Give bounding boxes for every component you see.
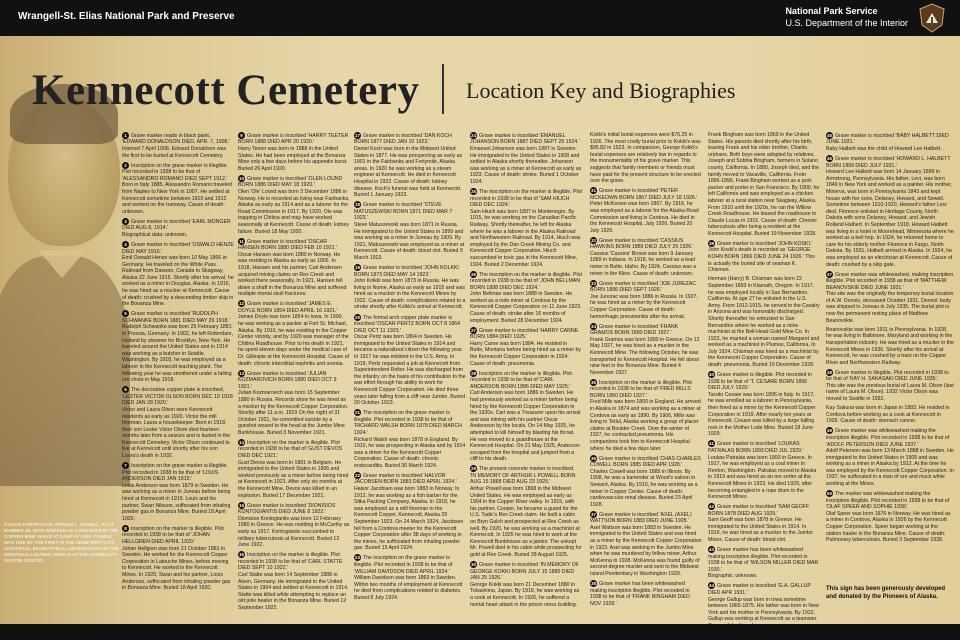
marker-inscription: The marker was whitewashed making the inscription illegible. Plot recorded in 1938 to be that of 'OLAF SPEER AND SOPHIE 1938.'	[826, 491, 950, 511]
plot-number: 22	[354, 472, 360, 478]
marker-inscription: Grave marker is inscribed 'JAMES E. DOYLE BORN 1854 DIED APRIL 16 1921.'	[238, 301, 338, 314]
marker-text	[354, 314, 466, 335]
bio-entry	[354, 201, 466, 261]
bio-entry	[826, 327, 954, 367]
plot-number: 36	[590, 455, 596, 461]
bio-entry	[238, 439, 350, 499]
marker-inscription: Grave marker is inscribed 'STEVE MATUSZEWSKI BORN 1871 DIED MAR 7 1923.'	[354, 202, 453, 222]
bio-entry	[354, 409, 466, 469]
plot-number: 44	[708, 583, 714, 589]
bio-entry	[708, 582, 820, 629]
bio-entry	[826, 427, 954, 487]
biography-text: Frank Gramos was born 1890 in Greece. On 12 May 1927, he was hired as a mucker in the Kennecott Mine. The following October, he was transported to Kennecott Hospital. He fell about nine feet in the Bonanza Mine. Buried 4 November 1927.	[590, 336, 700, 376]
bio-entry	[590, 132, 702, 185]
bio-entry	[590, 237, 702, 277]
biography-text: Olaf Speer was born 1876 in Norway. He was hired as a miner in Cordova, Alaska in 1926 by the Kennecott Copper Corporation. Speer began working at the station hauler in the Bonanza Mine. Cause of death: Pulmonary tuberculosis. Buried 3 September 1938.	[826, 510, 951, 544]
agency-name: National Park Service	[785, 6, 878, 16]
bio-entry	[590, 455, 702, 509]
marker-inscription: Grave marker is inscribed 'JULIAN KOZMAROVICH BORN 1880 DIED OCT 9 1921.'	[238, 370, 337, 390]
bio-entry	[708, 440, 820, 500]
bio-entry	[354, 554, 466, 601]
plot-number: 37	[590, 511, 596, 517]
biography-text: Sam Geoff was born 1878 in Greece. He immigrated to the United States in 1914. In 1919, he was hired as a mucker in the Jumbo Mines. Cause of death: blood clot.	[708, 517, 813, 544]
marker-inscription: The inscription on the marker is illegible. Plot recorded in 1938 to be that of 'SAM HIUCH DIED DEC 1924.'	[470, 189, 582, 209]
biography-text: John Kolkki was born 1873 in Russia. He was living in Nome, Alaska as early as 1915 and was hired as a mucker in the Kennecott Mines by 1922. Cause of death: complications related to a stroke shortly after Kolkki's arrival at Kennecott.	[354, 278, 466, 311]
marker-text	[826, 427, 954, 448]
plot-number: 33	[590, 280, 596, 286]
plot-number: 3	[122, 218, 129, 225]
bio-entry	[470, 370, 582, 463]
plot-number: 4	[122, 241, 129, 248]
biography-text: Biographic: unknown.	[708, 573, 758, 580]
plot-number: 45	[826, 133, 832, 138]
portrait-body	[0, 256, 130, 486]
marker-text	[590, 580, 702, 607]
biography-text: Beanovskie was born 1911 in Pennsylvania. In 1928, he was living in Baltimore, Maryland and working in the transportation industry. He was hired as a mucker in the Kennecott Mines in 1936. Shortly after his arrival at Kennecott, he was crushed by a tram on the Copper River and Northwestern Railway.	[826, 326, 954, 366]
marker-inscription: Grave marker reads in black paint, 'EDWARD DONALDSON DIED, APR. 7, 1908.'	[122, 132, 230, 146]
marker-inscription: Grave marker is inscribed 'CASSIUS HAWKINS BORN 1889 DIED JULY 29 1926.'	[590, 237, 694, 251]
bio-entry	[238, 132, 350, 172]
marker-text	[708, 440, 820, 454]
marker-inscription: Grave marker is inscribed 'G.A. GALLUP DIED APR 1931.'	[708, 583, 811, 596]
bio-entry	[708, 371, 820, 438]
plot-number: 40	[708, 372, 714, 378]
bio-entry	[826, 132, 954, 153]
biography-text: Julian Kozmarovich was born 15 September 1880 in Russia. Records show he was hired as a mucker by the Kennecott Copper Corporation. Shortly after 11 a.m. 1919 On the night of 31 October 1921, he committed suicide by a gunshot wound to the head at the Jumbo Mine Bunkhouse. Buried 3 November 1921.	[238, 390, 349, 436]
biography-text: This site was the originally the temporary burial location of A.W. Dennis, deceased October 1931. Dennis' body was shipped to Juneau in July 1935. The burial plot is now the permanent resting place of Matthew Beanovskie.	[826, 291, 954, 324]
bio-entry	[826, 490, 954, 544]
plot-number: 15	[238, 502, 244, 508]
plot-number: 16	[238, 552, 244, 558]
column-2	[238, 132, 350, 620]
biography-text: Tarsito Cesare was born 1896 in Italy. In 1917, he was enrolled as a laborer in Pennsylvania, then hired as a miner by the Kennecott Copper Corporation in 1919. After nearly ten years at Kennecott, Cesare was killed by a large falling rock in the Mother Lode Mine. Buried 18 June 1929.	[708, 391, 816, 438]
marker-inscription: Grave marker is inscribed 'OSWALD HENZE DIED MAY 1916.'	[122, 241, 234, 255]
marker-inscription: Grave marker is inscribed 'CHAS CHARLES COWELL BORN 1885 DIED APR 1928.'	[590, 455, 701, 469]
marker-text	[354, 409, 466, 436]
marker-inscription: Inscription on the marker is illegible. Plot recorded in 1938 to be that of 'CARL ANDERSON BORN 1886 DIED MAY 1925.'	[470, 370, 572, 390]
marker-inscription: Inscription on the marker is illegible. Plot recorded in 1938 to be that of 'GUST DEVOS DIED DEC 1921.'	[238, 439, 343, 460]
plot-number: 17	[354, 133, 360, 138]
marker-text	[470, 327, 582, 341]
plot-number: 23	[354, 555, 360, 561]
biography-text: Carl Statte was born 14 September 1888 in Alsen, Germany. He immigrated to the United States in 1904 and settled at Kennecott in 1914. Statte was killed while attempting to replace an old pole heater in the Bonanza Mine. Buried 12 September 1922.	[238, 571, 349, 611]
bio-entry	[826, 155, 954, 268]
biography-text: Arthur Powell was born 1868 in the Midwest United States. He was employed as early as 1904 in the Copper River valley. In 1915, with his partner, Cooper, he became a guard for the U.S. Tadic's Rex Creek claim. He built a cabin on Bryn Gulch and prospected at Rex Creek as well. By 1920, he was working as a machinist at Kennecott. In 1925 he was hired to work at the Kennecott Bunkhouse as a janitor. The unkept Mr. Powell died in his cabin while prospecting for gold at Rex Creek. Buried 28 August 1925.	[470, 486, 582, 558]
marker-text	[354, 201, 466, 222]
header-bar	[0, 0, 960, 36]
biography-text: Victor and Laura Olson were Kennecott residents as early as 1920. Victor the mill foreman. Laura a housekeeper. Born in 1918, their son Lester Victor Olson died fourteen months later from a seizure and is buried in the Kennecott Cemetery. Victor Olson continued to live at Kennecott until shortly after his son Laura's death in 1932.	[122, 406, 231, 460]
bio-entry	[122, 525, 234, 592]
marker-text	[122, 525, 234, 546]
plot-number: 43	[708, 547, 714, 553]
bio-entry	[354, 264, 466, 311]
biography-text: Olen 'Ole' Loünd was born 3 December 1886 in Norway. He is recorded as living near Fairbanks, Alaska as early as 1914 and as a laborer for the Road Commission in 1917. By 1920, Ole was trapping in Chitina and may have worked seasonally at Kennecott. Cause of death: kidney failure. Buried 18 May 1920.	[238, 189, 350, 235]
marker-text	[826, 132, 954, 146]
biography-text: Harry Carne was born 1884. He resided in Butte, Montana before being hired as a miner by the Kennecott Copper Corporation in 1924. Cause of death: pneumonia.	[470, 340, 582, 367]
plot-number: 46	[826, 156, 832, 162]
bio-entry	[708, 503, 820, 543]
marker-inscription: Grave marker is inscribed 'RUDOLPH SCHWANKE BORN 1881 DIED MAY 29 1918.'	[122, 311, 230, 324]
plot-number: 27	[470, 327, 476, 333]
biography-text: Emil Oswald Henze was born 10 May 1866 in Germany. He traveled on the White Pass Railroad from Dawson, Canada to Skagway, Alaska 22 June 1915. Shortly after his arrival, he worked as a miner in Douglas, Alaska. In 1916, he was hired as a mucker at Kennecott. Cause of death: crushed by a descending timber skip in the Bonanza Mine.	[122, 255, 234, 308]
biography-text: John Bellman was born 1888 in Sweden. He worked as a lode miner at Cordova by the Kennecott Copper Corporation on 11 June 1923. Cause of death: stroke after 16 months of employment. Buried 28 December 1924.	[470, 291, 582, 324]
marker-text	[122, 462, 234, 483]
marker-inscription: Grave marker is inscribed 'OSCAR HANSEN BORN 1880 DIED FEB 10 1921.'	[238, 238, 338, 252]
agency-block	[785, 5, 908, 29]
plot-number: 30	[470, 562, 476, 568]
bio-entry	[122, 218, 234, 239]
biography-text: Carl Anderson was born 1886 in Sweden. He had previously worked as a miner before being hired by the Kennecott Copper Corporation in the 1920s. Carl was a Treasurer upon his arrival and was mining with his partner Oscar Andersson by the locals. On 14 May 1925, he attempted to kill himself by blasting his throat. He was moved to a guardhouse at the Kennecott Hospital. On 21 May 1925, Anderson escaped from the hospital and jumped from a cliff to his death.	[470, 390, 581, 463]
marker-text	[590, 280, 702, 294]
marker-text	[354, 132, 466, 146]
bio-entry	[590, 511, 702, 578]
bio-entry	[122, 132, 234, 159]
biography-text: Charles Cowell was born 1885 in Illinois. By 1908, he was a bartender at Wood's saloon in Seward, Alaska. By 1910, he was working as a miner in Copper Center. Cause of death: cardiovascular renal disease. Buried 23 April 1928.	[590, 468, 698, 508]
marker-text	[470, 465, 582, 486]
park-name: Wrangell-St. Elias National Park and Preserve	[18, 11, 235, 22]
bio-entry	[470, 465, 582, 558]
marker-inscription: Grave marker has been whitewashed making inscription illegible. Plot recorded in 1938 to be that of 'WILSON MILLER DIED MAR 1930.'	[708, 547, 819, 573]
column-5	[590, 132, 702, 620]
plot-number: 11	[239, 238, 244, 244]
marker-inscription: Grave marker is inscribed 'HARRY CARNE BORN 1884 DIED 1925.'	[470, 327, 579, 341]
plot-number: 25	[470, 189, 476, 195]
marker-text	[122, 386, 234, 407]
biography-text: William Davidson was born 1863 in Sweden. Within two months of employment at Kennecott he died from complications related to diabetes. Buried 8 July 1924.	[354, 575, 463, 601]
sign-panel	[0, 36, 960, 624]
biography-text: Richard Walsh was born 1878 in England. By 1910, he was prospecting in Alaska and by 1914 was a driver for the Kennecott Copper Corporation. Cause of death: chronic endocarditis. Buried 30 March 1924.	[354, 436, 466, 469]
marker-inscription: Grave marker is inscribed 'PETER MCKEOWN BORN 1867 DIED JULY 18 1926.'	[590, 188, 698, 201]
footer-bar	[0, 624, 960, 640]
marker-text	[590, 455, 702, 469]
plot-number: 26	[470, 271, 476, 277]
bio-entry	[708, 546, 820, 580]
department-name: U.S. Department of the Interior	[785, 18, 908, 28]
marker-inscription: Grave marker is inscribed 'FRANK GRAMOS BORN 1890 DIED 1927.'	[590, 323, 679, 337]
plot-number: 31	[590, 188, 596, 194]
bio-entry	[354, 132, 466, 199]
biography-text: Frank Bingham was born 1869 in the United States. His parents died shortly after his birth, leaving Frank and his older brother, Charlie, orphans. Both boys were adopted by relatives, Joseph and Sobhia Bingham, farmers in Solano county, California. In 1880, Joseph died, and the family moved to Vacaville, California. From 1886-1896, Frank Bingham worked as a pork packer and porter in San Francisco. By 1900, he left California and was employed as a chicken laborer at a rural station near Skagway, Alaska. From 1910 until the 1920s, he ran the Willow Creek Roadhouse. He leased the roadhouse to Claude Lucas in 1915. Cause of death: Chronic tuberculosis after being a resident at the Kennecott Hospital. Buried 19 November 1928.	[708, 132, 820, 237]
bio-entry	[826, 271, 954, 325]
marker-inscription: Grave marker is inscribed 'HARRY TEETER BORN 1888 DIED APR 20 1920.'	[238, 132, 349, 146]
marker-text	[590, 187, 702, 201]
plot-number: 49	[826, 428, 832, 434]
closing-note: This sign has been generously developed and donated by the Pioneers of Alaska.	[826, 586, 946, 600]
bio-entry	[826, 369, 954, 403]
marker-inscription: Grave marker is inscribed 'BABY HALBETT DIED JUNE 1931.'	[826, 132, 949, 146]
marker-inscription: The inscription on the grave marker is illegible. Plot recorded in 1938 to be that of 'RICHARD WALSH BORN 1878 DIED MARCH 1924.'	[354, 410, 463, 436]
marker-text	[238, 502, 350, 516]
marker-text	[826, 271, 954, 292]
marker-text	[590, 237, 702, 251]
biography-text: Steve Matuszewski was born 1871 in Russia. He immigrated to the United States in 1899 and was working as a miner in Juneau by 1909. By 1921, Matuszewski was employed as a miner at Kennecott. Cause of death: blood clot. Buried 9 March 1923.	[354, 221, 465, 261]
marker-inscription: The decorative copper plate is inscribed, 'LESTER VICTOR OLSON BORN DEC 19 1918 DIED JAN 28 1920.'	[122, 387, 233, 407]
bio-entry	[238, 238, 350, 298]
arrowhead-logo-icon	[918, 3, 946, 33]
bio-entry	[238, 370, 350, 437]
plot-number: 20	[354, 314, 360, 320]
marker-text	[826, 155, 954, 169]
biography-text: Harry Teeter was born in 1888 in the United States. He had been employed at the Bonanza Mine only a few days before his appendix burst. Buried 26 April 1920.	[238, 146, 348, 172]
bio-entry	[122, 462, 234, 522]
bio-entry	[238, 551, 350, 611]
biography-text: Howard Lee Halbett was born 14 January 1899 in Armstrong, Pennsylvania. His father, Levi, was born 1849 in New York and worked as a painter. His mother, Minerva, was born in Pennsylvania 1843 and kept house with her sons, Delaney, Howard, and Sewell. Sometime between 1910-1920, Howard's father Levi died. Florence enlisted in Heritage County, North Dakota with sons Delaney, Howard, and Jewish Rolland Halbert. In September 1918, Howard Halbett was living in a hotel in Moorehead, Minnesota where he worked as a bell hop. In 1924, he returned home to care for his elderly mother Florence in Fargo, North Dakota. By 1931, Halbett arrived in Alaska. In 1924, he was employed as an electrician at Kennecott. Cause of death: crushed by a skip gate.	[826, 169, 954, 268]
marker-inscription: Inscription on the marker is illegible. Plot recorded in 1938 to be that of 'CARL STATTE DIED SEPT 10 1922.'	[238, 552, 343, 572]
photo-credit: STUDIO PORTRAIT OF ARTHUR L. POWELL, PLOT NUMBER 28, WHO WORKED AS A ROUGHER IN THE COPPER MINE WHILE AT CAMP AT 1904. POWELL WAS ONE OF THE FIRST IN THE CEMETERY PLOT. ADDITIONAL BIOGRAPHICAL INFORMATION ON THE INDIVIDUALS BURIED HERE IS AT THE KENNECOTT VISITOR CENTER.	[4, 522, 119, 563]
plot-number: 48	[826, 369, 832, 375]
marker-inscription: Grave marker is inscribed 'DIONISIOS KONTOGIANTIS DIED JUNE 8 1922.'	[238, 502, 336, 516]
marker-inscription: Grave marker has been whitewashed making inscription illegible. Plot recorded in 1938 to be that of 'FRANK BINGHAM DIED NOV 1928.'	[590, 581, 690, 607]
plot-number: 9	[238, 132, 245, 139]
biography-text: Adolf Peterson was born 13 March 1888 in Sweden. He immigrated to the United States in 1905 and was working as a miner in Alaska by 1912. At the time he was employed by the Kennecott Copper Corporation. In 1937, he suffocated in a man of ore and muck while working at the Mines.	[826, 448, 954, 488]
marker-inscription: Inscription on the marker is illegible. Plot recorded in 1938 to be that of 'JOHAN HELLGREN DIED APRIL 1920.'	[122, 525, 224, 545]
biography-text: Axel Wattson was born 1883 in Sweden. He immigrated to the United States and was hired as a miner by the Kennecott Copper Corporation in 1923. Axel was working in the Jumbo Mine when he was murdered by fellow miner, Arthur McKenna in 1928. McKenna was found guilty of second-degree murder and sent to the Midwest Island Penitentiary in Washington 1929.	[590, 524, 702, 578]
marker-inscription: Inscription on the grave marker is illegible. Plot recorded in 1938 to be that of 'ALESSANDRO ROMANO DIED SEPT 1912.'	[122, 162, 228, 182]
biography-text: Joe Jurezac was born 1886 in Russia. In 1927, he was hired as a miner by the Kennecott Copper Corporation. Cause of death: hemorrhagic pneumonitis after his arrival.	[590, 293, 698, 320]
biography-text: Oscar Hansen was born 1880 in Norway. He was residing in Alaska as early as 1905. In 1918, Hansen and his partner, Carl Andersen acquired mining claims on Rex Creek and worked there seasonally. In 1921, Hansen fell down a shaft in the Bonanza Mine and suffered multiple mortal skull fractures.	[238, 251, 347, 298]
bio-entry	[238, 300, 350, 367]
plot-number: 38	[590, 581, 596, 587]
column-3	[354, 132, 466, 620]
bio-entry	[590, 187, 702, 234]
marker-text	[590, 323, 702, 337]
marker-inscription: Inscription on the grave marker is illegible. Plot recorded in 1938 to be that of 'LOUIS ANDERSON DIED JAN 1919.'	[122, 463, 228, 483]
plot-number: 7	[122, 462, 129, 469]
marker-text	[238, 370, 350, 391]
marker-text	[238, 238, 350, 252]
marker-text	[470, 132, 582, 146]
marker-inscription: Grave marker is inscribed 'IN MEMORY OF GEORGE KOKKI BORN JULY 15 1880 DIED JAN 25 1926.'	[470, 561, 579, 582]
marker-inscription: Grave marker is inscribed 'JOHN KOLKKI BORN 1873 DIED MAY 14 1923.'	[354, 264, 459, 278]
marker-text	[122, 241, 234, 255]
marker-inscription: Grave marker is inscribed 'HOWARD L. HALBETT BORN 1899 DIED JULY 1931.'	[826, 156, 951, 169]
plot-number: 39	[708, 241, 714, 246]
plot-number: 28	[470, 370, 476, 376]
marker-text	[590, 511, 702, 525]
marker-text	[826, 490, 954, 511]
title-divider	[442, 64, 444, 114]
plot-number: 19	[354, 265, 360, 271]
bio-entry	[708, 276, 820, 368]
bio-entry	[590, 580, 702, 607]
biography-text: Biographical data: unknown.	[122, 231, 188, 238]
biography-text: Louis Anderson was born 1879 in Sweden. He was working as a miner in Juneau before being hired at Kennecott in 1919. Louis and his partner, Swan Nilsson, suffocated from inhaling powder gas in Bonanza Mine. Buried 18 April 1920.	[122, 482, 231, 522]
marker-inscription: Grave marker was whitewashed, making inscription illegible. Plot recorded in 1938 as that of 'MATTHEW BEANOVSKIE DIED JUNE 1931.'	[826, 271, 954, 291]
biography-text: Born in Italy 1885, Alessandro Romano traveled from Naples to New York in 1907. He settled at Kennecott sometime between 1910 and 1912 and worked on the tramway. Cause of death: unknown.	[122, 182, 232, 215]
marker-inscription: Inscription on the marker is illegible. Plot recorded in 1938 to be that of 'FRED MILLS BORN 1860 DIED 1927.'	[590, 379, 692, 399]
plot-number: 2	[122, 162, 129, 169]
marker-text	[470, 271, 582, 292]
bio-entry	[238, 175, 350, 235]
marker-text	[122, 310, 234, 324]
marker-text	[238, 175, 350, 189]
biography-text: Johan Hellgren was born 21 October 1881 in Sweden. He worked for the Kennecott Copper Corporation in Latouche Mines, before moving to Kennecott. He worked in the Kennecott Mines. In 1920, Swan and his partner, Louis Anderson, suffocated from inhaling powder gas in Bonanza Mine. Buried 18 April 1920.	[122, 545, 231, 592]
bio-entry	[122, 386, 234, 459]
bio-entry	[590, 323, 702, 377]
marker-text	[826, 369, 954, 383]
marker-text	[708, 546, 820, 573]
column-1	[122, 132, 234, 620]
marker-text	[354, 264, 466, 278]
marker-inscription: Grave marker is inscribed 'SAM GEOFF BORN 1878 DIED AUG 1929.'	[708, 504, 810, 517]
marker-inscription: Grave marker is inscribed 'EMANUEL JOHANSON BORN 1887 DIED SEPT 28 1924.'	[470, 132, 580, 146]
biography-text: Interred 7 April 1908, Edward Donaldson was the first to be buried at Kennecott Cemetery.	[122, 146, 227, 159]
biography-text: Emanuel Johanson was born 1887 in Sweden. He immigrated to the United States in 1908 and settled in Alaska shortly thereafter. Johanson was working as a miner at Kennecott as early as 1923. Cause of death: stroke. Buried 1 October 1924.	[470, 146, 582, 186]
bio-entry	[122, 162, 234, 216]
biography-text: Dionisios Kontogiantis was born 12 February 1880 in Greece. He was residing in McCarthy as early as 1917. Kontogiantis succumbed to military tuberculosis at Kennecott. Buried 12 June 1922.	[238, 515, 350, 549]
plot-number: 8	[122, 525, 129, 532]
biography-text: Gust Devos was born in 1881 in Belgium. He immigrated to the United States in 1906 and worked previously as a miner before being hired at Kennecott in 1921. After only six months at the Kennecott Mine, Devos was killed in an explosion. Buried 17 December 1921.	[238, 459, 349, 499]
plot-number: 29	[470, 466, 476, 472]
marker-inscription: Grave marker is inscribed 'DAN KOCH BORN 1877 DIED JAN 10 1923.'	[354, 132, 452, 146]
biography-text: Loukas Patralas was born 1893 in Greece. In 1917, he was employed as a coal miner in Renton, Washington. Patralas moved to Alaska in 1919 and was hired as an ore sorter at the Kennecott Mines in 1923. He died 1929, after becoming entangled in a rope drum in the Kennecott Mines.	[708, 454, 817, 501]
plot-number: 10	[238, 175, 244, 181]
plot-number: 32	[590, 237, 596, 243]
plot-number: 12	[238, 301, 244, 307]
marker-text	[238, 551, 350, 572]
bio-entry	[590, 280, 702, 320]
biography-text: James Doyle was born 1854 in Iowa. In 1900, he was working as a packer at Fort St. Michael, Alaska. By 1910, he was residing in the Copper Center vicinity, and by 1920 was manager of the Chitina Roadhouse. Prior to his death in 1921, he spent eleven days under the medical care of Dr. Gillespie at the Kennecott Hospital. Cause of death: chronic interstitial nephritis and uremia.	[238, 314, 350, 367]
marker-text	[708, 240, 820, 247]
column-6	[708, 132, 820, 623]
plot-number: 1	[122, 132, 129, 139]
biography-text: Cassius 'Cassins' Brown was born 9 January 1889 in Indiana. In 1918, he worked as a lead miner in Butte, Idaho. By 1924, Cassius was a miner in the Kline. Cause of death: unknown.	[590, 250, 697, 277]
marker-text	[122, 132, 234, 146]
plot-number: 24	[470, 133, 476, 138]
marker-inscription: Grave marker is inscribed 'JOE JUREZAC BORN 1886 DIED SEPT 1926.'	[590, 280, 696, 294]
bio-entry	[470, 271, 582, 325]
marker-inscription: Grave marker is inscribed 'EARL MONGER DIED AUG 8, 1914.'	[122, 218, 231, 232]
marker-text	[122, 162, 234, 183]
marker-text	[590, 379, 702, 400]
marker-text	[354, 554, 466, 575]
marker-text	[708, 503, 820, 517]
marker-inscription: Grave marker is illegible. Plot recorded in 1938 to be that of 'T. CESARE BORN 1896 DIED JULY 1929.'	[708, 372, 812, 392]
plot-number: 6	[122, 386, 129, 393]
plot-number: 14	[238, 440, 244, 445]
plot-number: 50	[826, 491, 832, 497]
bio-entry	[470, 188, 582, 268]
page-subtitle: Location Key and Biographies	[466, 78, 736, 103]
plot-number: 34	[590, 323, 596, 329]
marker-inscription: Grave marker was whitewashed making the inscription illegible. Plot recorded in 1938 to be that of 'ADOLF PETERSON DIED JUNE 1937.'	[826, 428, 950, 448]
plot-number: 21	[354, 410, 360, 416]
marker-inscription: The present concrete marker is inscribed, 'IN MEMORY OF ARTHUR L POWELL BORN AUG 15 1868 DIED AUG 23 1925.'	[470, 466, 576, 486]
bio-entry	[238, 502, 350, 549]
marker-text	[470, 188, 582, 209]
marker-text	[122, 218, 234, 232]
biography-text: Sam Hiuch was born 1887 in Montenegro. By 1915, he was working on the Canadian Pacific Railway. Shortly thereafter, he left for Alaska where he was a laborer in the Alaska Railroad and Northwestern Railroad. By 1914, Hiuch was employed by the Dan Creek Mining Co. and Kennecott Copper Corporation. Hiuch succumbed to toxic gas in the Kennecott Mine, 1924. Buried 2 December 1924.	[470, 208, 581, 268]
marker-inscription: Grave marker is illegible. Plot recorded in 1938 to be that of 'KAY H. SAKASAKI DIED JUNE 1935.'	[826, 369, 949, 383]
marker-text	[708, 582, 820, 596]
bio-entry	[708, 240, 820, 274]
marker-text	[354, 472, 466, 486]
marker-text	[708, 371, 820, 392]
marker-inscription: Grave marker is inscribed 'OLEN LOUND BORN 1886 DIED MAY 18 1920.'	[238, 175, 343, 189]
biography-text: George Gallup was born in Iowa sometime between 1865-1875. His father was born in New York and his mother in Pennsylvania. By 1922, Gallup was working at Kennecott as a teamster.	[708, 596, 819, 623]
plot-number: 5	[122, 310, 129, 317]
biography-text: Daniel Koch was born in the Midwest United States in 1877. He was prospecting as early as 1901 in the Fairbanks and Fortymile, Alaska areas. In 1920 he was working as a steam engineer at Kennecott. He died in Kennecott Hospital in 1922. Cause of death: kidney disease. Koch's funeral was held at Kennecott. Buried 1 January 1923.	[354, 146, 463, 199]
column-7	[826, 132, 954, 580]
plot-number: 13	[238, 370, 244, 376]
column-4	[470, 132, 582, 620]
bio-entry	[470, 327, 582, 367]
biography-text: Kay Sakurai was born in Japan in 1883. He resided in Cordova before working as a cook at Kennecott in 1926. Cause of death: stomach cancer.	[826, 405, 950, 425]
marker-inscription: The formal arch copper plate marker is inscribed 'OSCAR PERTZ BORN OCT 8 1864 DIED OCT 11 1923.'	[354, 314, 461, 334]
marker-text	[238, 132, 350, 146]
marker-text	[470, 370, 582, 391]
plot-number: 47	[826, 271, 832, 277]
biography-text: Baby Halbett was the child of Howard Lee Halbett.	[826, 146, 942, 153]
bio-entry	[354, 472, 466, 552]
marker-text	[238, 439, 350, 460]
biography-text: Halvor Jacobsen was born 1883 in Norway. In 1912, he was working as a fish barber for the Sitka Packing Company, Alaska. In 1918, he was employed as a mill foreman in the Kennecott Copper, Kennecott, Alaska 29 September 1923. On 24 March 1924, Jacobsen fell from a Cordova meeter for the Kennecott Copper Corporation after 38 days of working in the mines, he suffocated from inhaling powder gas. Buried 15 April 1924.	[354, 486, 464, 552]
biography-text: Herman (Harry) B. Chisman was born 22 September 1893 in Klamath, Oregon. In 1917, he was employed locally in San Bernardino, California. At age 27 he enlisted in the U.S. Army. From 1912-1915, he served in the Cavalry in Arizona and was honorably discharged. Shortly thereafter he entrusted to San Bernardino where he worked as a mine machinist at the Bell-Head Gold Mine Co. In 1923, he married a woman named Margaret and worked as a machinist in Plumas, California. In July 1924, Chisman was hired as a machinist by the Kennecott Copper Corporation. Cause of death: pneumonia. Buried 19 December 1928.	[708, 276, 820, 369]
biography-text: Oscar Pertz was born 1864 in Sweden. He immigrated to the United States in 1914 and became a naturalized citizen the following year. In 1917 he was enlisted in the U.S. Army. In 1919, Pertz requested a job at Kennecott from Superintendent Rolter. He was discharged from the infantry on the basis of his contribution to the war effort through his ability to work for Kennecott Copper Corporation. He died three years later falling from a cliff near Jumbo. Buried 20 October 1923.	[354, 334, 466, 407]
biography-text: George Kokki was born 21 December 1880 in Tokashima, Japan. By 1918, he was working as a cook at Kennecott. In 1926, he suffered a mortal heart attack in the prison mess building.	[470, 581, 580, 608]
bio-entry	[122, 241, 234, 308]
marker-inscription: Grave marker is inscribed 'JOHN KOSKI.'	[717, 240, 813, 247]
biography-text: Kokki's initial burial expenses were $76.25 in 1926. The most costly burial prior to Kokki's was $95.82 in 1923. In comparison, George Kokki's burial expenses are relatively low in regards to the monumentality of his grave marker. This suggests that family members or friends must have paid for the present structure to be erected over the grave.	[590, 132, 701, 185]
marker-inscription: Grave marker is inscribed 'AXEL (AXEL) WATTSON BORN 1883 DIED JUNE 1928.'	[590, 511, 692, 525]
plot-number: 35	[590, 379, 596, 385]
marker-text	[470, 561, 582, 582]
bio-entry	[590, 379, 702, 452]
marker-inscription: Grave marker is inscribed 'HALVOR JACOBSEN BORN 1883 DIED APRIL 1924.'	[354, 472, 457, 486]
marker-inscription: The inscription on the marker is illegible. Plot recorded in 1938 to be that of 'JOHN BELLMAN BORN 1888 DIED DEC 1924.'	[470, 271, 582, 291]
biography-text: This site was the previous burial of Laura M. Olson (last name of Laura M. Olson). 1932 Victor Olson was moved to Seattle in 1932.	[826, 382, 954, 403]
plot-number: 18	[354, 202, 360, 208]
marker-text	[238, 300, 350, 314]
bio-entry	[470, 561, 582, 608]
bio-entry	[470, 132, 582, 186]
bio-entry	[826, 405, 954, 425]
biography-text: Fred Mills was born 1860 in England. He arrived in Alaska in 1874 and was working as a miner at Cordova as early as 1890. By 1906, Mills was living in Tetlul, Alaska working a group of placer claims at Boulder Creek. Over the winter of 1927, he contracted pneumonia. His companions took him to Kennecott Hospital where he died a few days later.	[590, 399, 701, 452]
marker-inscription: Grave marker is inscribed 'LOUKAS PATRALAS BORN 1893 DIED JUL 1929.'	[708, 441, 804, 454]
biography-text: John Koski's death is recorded as 'GEORGE KOHN BORN 1866 DIED JUNE 24 1926.' This is actually the buried site of seaman K. Chisman.	[708, 247, 815, 274]
plot-number: 42	[708, 504, 714, 510]
bio-entry	[122, 310, 234, 383]
page-title: Kennecott Cemetery	[32, 67, 420, 114]
biography-text: Rudolph Schwanke was born 25 February 1881 in Prussia, Germany. In 1902, he left Rotterdam, Holland by steamer for Brooklyn, New York. He traveled around the United States and in 1914 was working as a butcher in Seattle, Washington. By 1918, he was employed as a laborer in the Kennecott leaching plant. The following year he was smothered under a falling ore chute in May 1918.	[122, 324, 233, 384]
bio-entry	[708, 132, 820, 238]
bio-entry	[354, 314, 466, 407]
biography-text: Peter McKeown was born 1867. By 1916, he was employed as a laborer for the Alaska Road Commission and living in Cordova. He died in the Kennecott Hospital, July 1926. Buried 20 July 1926.	[590, 201, 699, 234]
plot-number: 41	[708, 441, 714, 447]
marker-inscription: The inscription on the grave marker is illegible. Plot recorded in 1938 to be that of 'WILLIAM DAVIDSON DIED APRIL 1924.'	[354, 555, 453, 575]
